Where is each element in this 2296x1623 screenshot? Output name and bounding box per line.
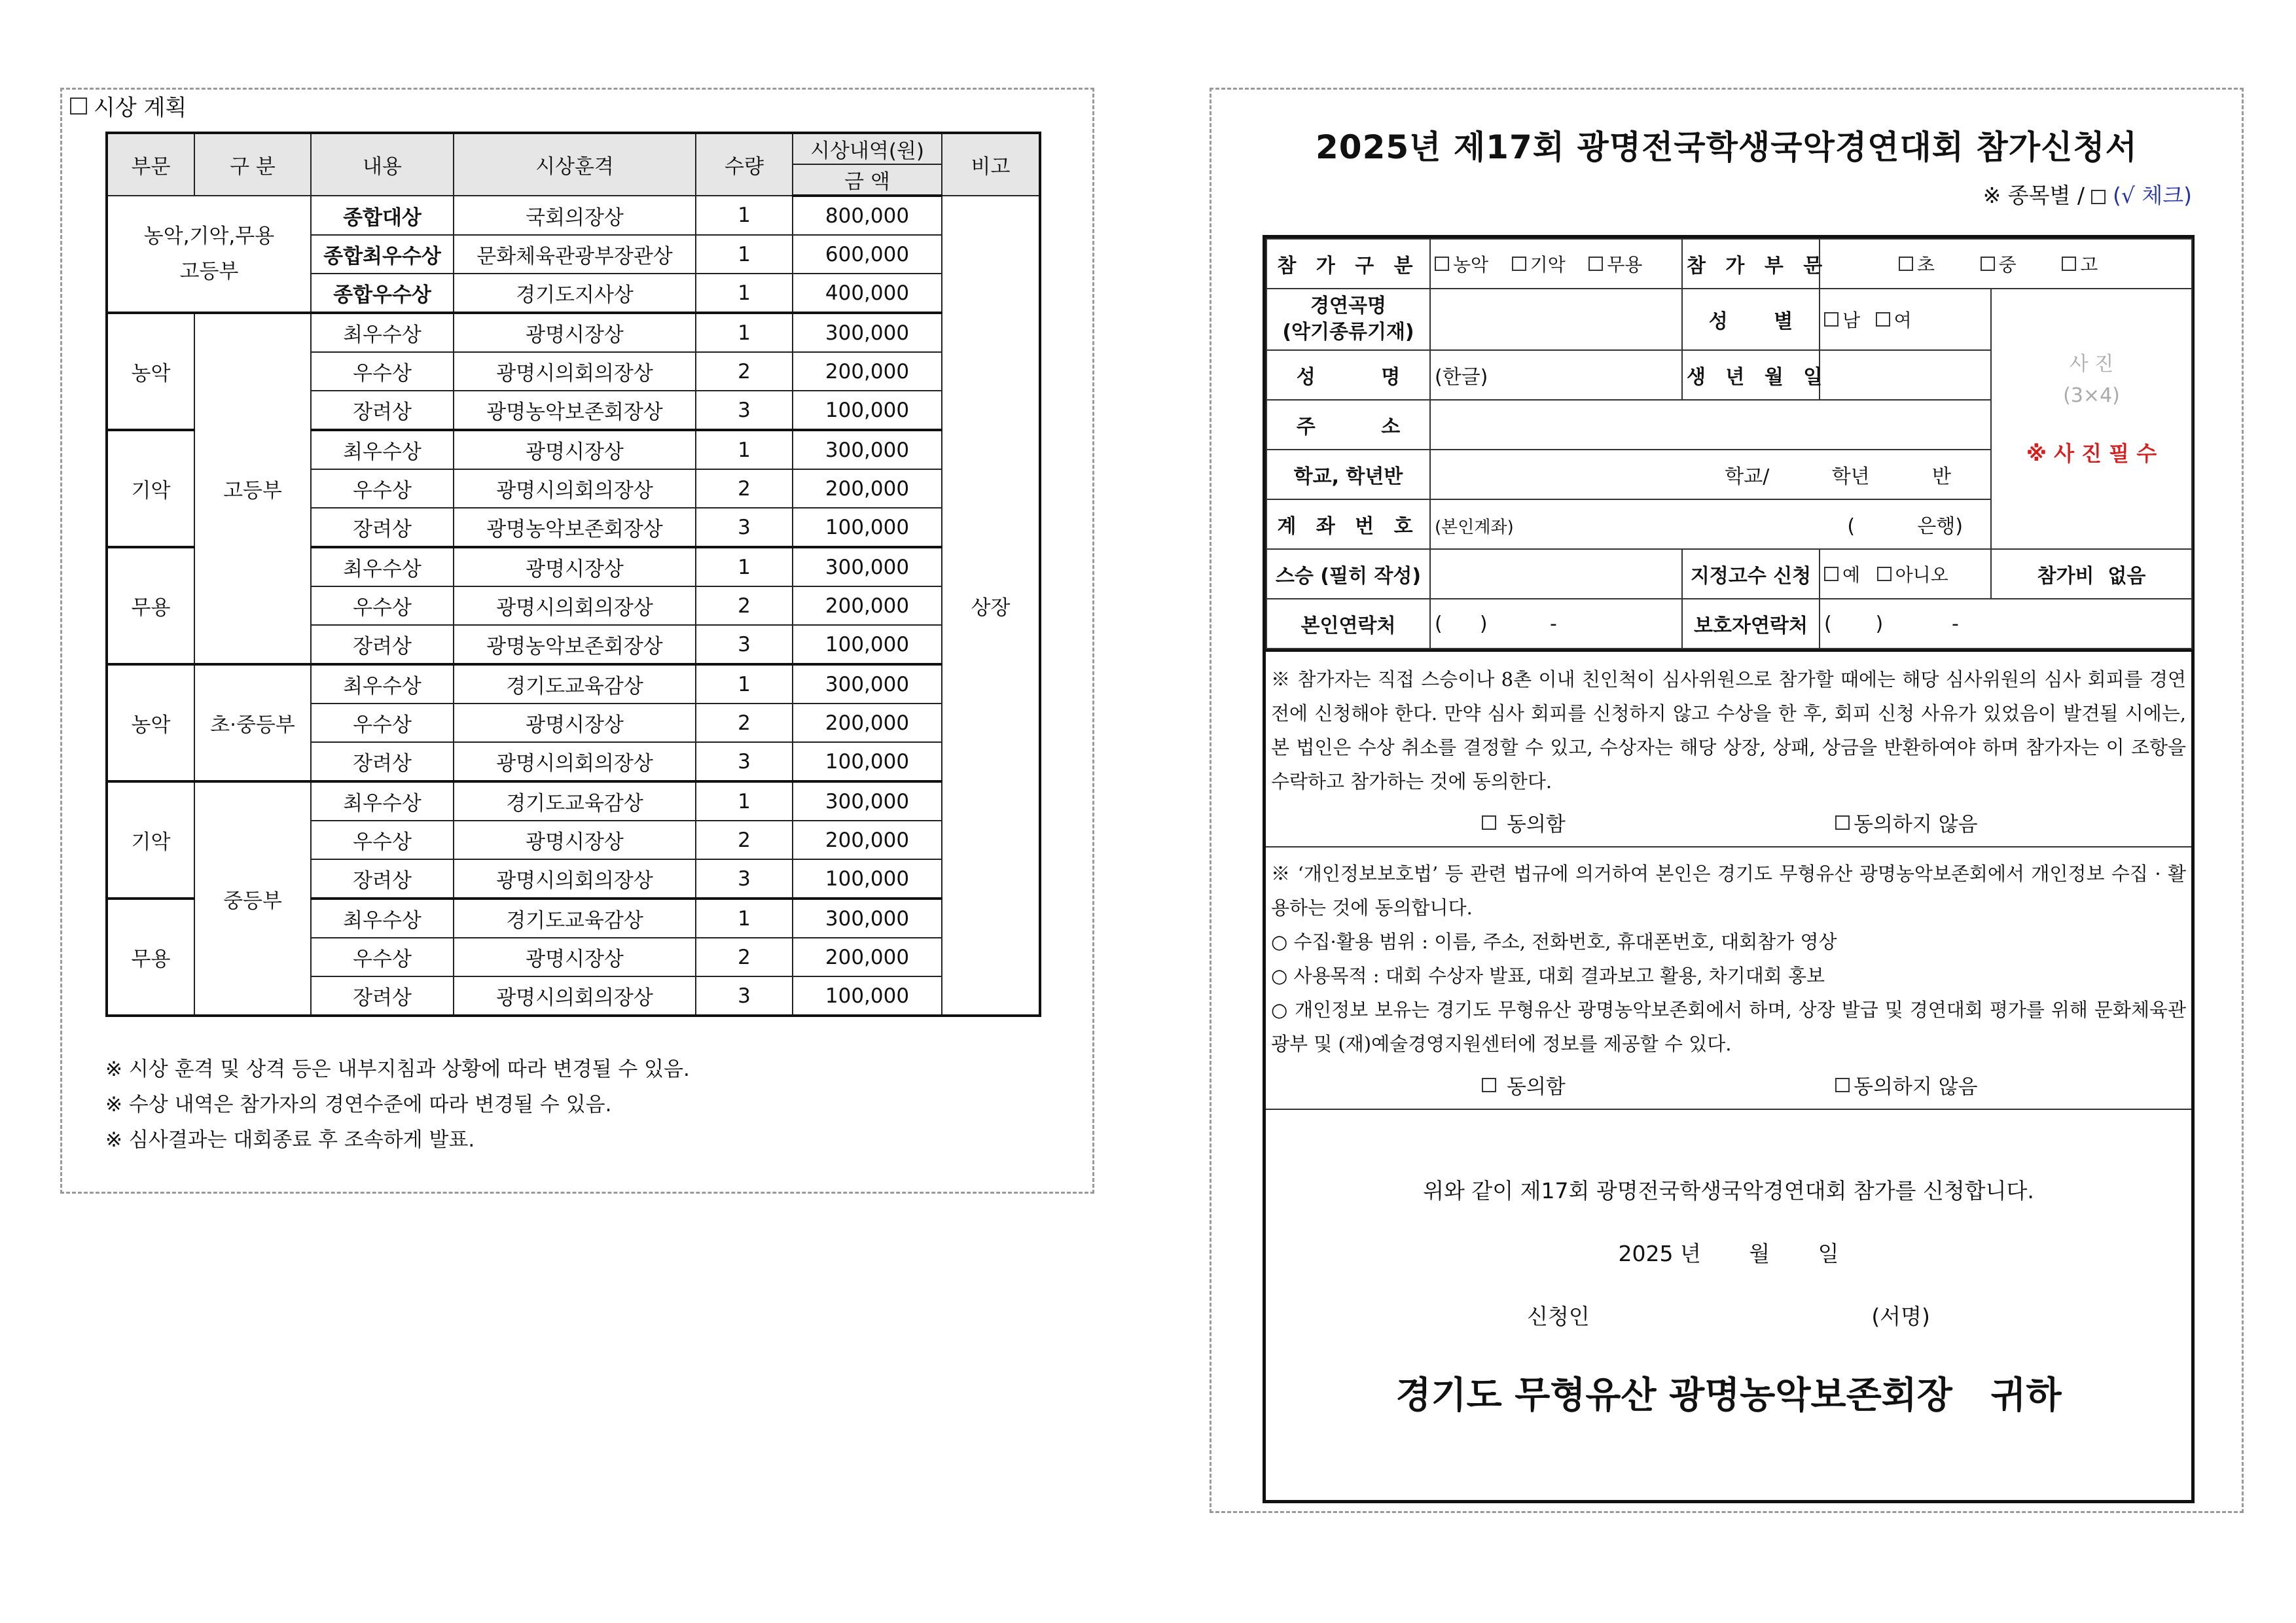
amount-cell: 100,000 bbox=[793, 742, 942, 781]
address-field[interactable] bbox=[1430, 400, 1991, 450]
content-cell: 종합대상 bbox=[311, 196, 454, 235]
disagree-option[interactable]: 동의하지 않음 bbox=[1835, 808, 1978, 837]
content-cell: 장려상 bbox=[311, 625, 454, 664]
account-label: 계 좌 번 호 bbox=[1266, 499, 1430, 549]
award-notes bbox=[105, 1052, 690, 1158]
count-cell: 2 bbox=[696, 821, 793, 859]
content-cell: 우수상 bbox=[311, 586, 454, 625]
checkbox-icon[interactable] bbox=[1482, 815, 1496, 830]
gender-options bbox=[1820, 289, 1991, 350]
content-cell: 종합우수상 bbox=[311, 274, 454, 313]
award-title-cell: 광명시의회의장상 bbox=[454, 742, 696, 781]
participation-type-options bbox=[1430, 239, 1682, 289]
remark-cell: 상장 bbox=[942, 196, 1040, 1016]
checkbox-icon[interactable] bbox=[1877, 567, 1892, 581]
count-cell: 2 bbox=[696, 586, 793, 625]
award-title-cell: 경기도교육감상 bbox=[454, 664, 696, 704]
count-cell: 1 bbox=[696, 664, 793, 704]
amount-cell: 100,000 bbox=[793, 625, 942, 664]
award-title-cell: 광명시장상 bbox=[454, 430, 696, 469]
piece-label: 경연곡명 (악기종류기재) bbox=[1266, 289, 1430, 350]
application-form bbox=[1263, 235, 2195, 1503]
school-label: 학교, 학년반 bbox=[1266, 450, 1430, 499]
phone-field[interactable]: ( ) - bbox=[1430, 599, 1682, 649]
count-cell: 2 bbox=[696, 938, 793, 976]
gosu-options bbox=[1820, 549, 1991, 599]
checkbox-icon[interactable] bbox=[1835, 1078, 1850, 1092]
amount-cell: 600,000 bbox=[793, 235, 942, 274]
table-row bbox=[107, 313, 1040, 352]
guardian-phone-field[interactable]: ( ) - bbox=[1820, 599, 2192, 649]
count-cell: 1 bbox=[696, 196, 793, 235]
consent-text: ※ 참가자는 직접 스승이나 8촌 이내 친인척이 심사위원으로 참가할 때에는 해당 심사위원의 심사 회피를 경연 전에 신청해야 한다. 만약 심사 회피를 신청하지 않고 수상을 한 후, 회피 신청 사유가 있었음이 발견될 시에는, 본 법인은 수상 취소를 결정할 수 있고, 수상자는 해당 상장, 상패, 상금을 반환하여야 하며 참가자는 이 조항을 수락하고 참가하는 것에 동의한다. bbox=[1271, 668, 2186, 793]
guardian-phone-label: 보호자연락처 bbox=[1682, 599, 1820, 649]
amount-cell: 100,000 bbox=[793, 508, 942, 547]
content-cell: 최우수상 bbox=[311, 899, 454, 938]
account-field[interactable]: (본인계좌) ( 은행) bbox=[1430, 499, 1991, 549]
school-field[interactable]: 학교/ 학년 반 bbox=[1430, 450, 1991, 499]
division-cell: 무용 bbox=[107, 899, 194, 1016]
applicant-signature-row bbox=[1266, 1300, 2191, 1330]
award-plan-title: 시상 계획 bbox=[70, 90, 187, 122]
award-title-cell: 광명시장상 bbox=[454, 821, 696, 859]
checkbox-icon[interactable] bbox=[1482, 1078, 1496, 1092]
award-title-cell: 광명시의회의장상 bbox=[454, 859, 696, 899]
privacy-text: ※ ‘개인정보보호법’ 등 관련 법규에 의거하여 본인은 경기도 무형유산 광명농악보존회에서 개인정보 수집 · 활용하는 것에 동의합니다. ○ 수집·활용 범위 : 이름, 주소, 전화번호, 휴대폰번호, 대회참가 영상 ○ 사용목적 : 대회 수상자 발표, 대회 결과보고 활용, 차기대회 홍보 ○ 개인정보 보유는 경기도 무형유산 광명농악보존회에서 하며, 상장 발급 및 경연대회 평가를 위해 문화체육관광부 및 (재)예술경영지원센터에 정보를 제공할 수 있다. bbox=[1271, 863, 2186, 1055]
count-cell: 1 bbox=[696, 899, 793, 938]
amount-cell: 100,000 bbox=[793, 976, 942, 1016]
count-cell: 2 bbox=[696, 469, 793, 508]
division-cell: 기악 bbox=[107, 430, 194, 547]
content-cell: 최우수상 bbox=[311, 781, 454, 821]
name-field[interactable]: (한글) bbox=[1430, 350, 1682, 400]
content-cell: 장려상 bbox=[311, 391, 454, 430]
award-title-cell: 경기도지사상 bbox=[454, 274, 696, 313]
header-remark: 비고 bbox=[942, 133, 1040, 196]
address-label: 주 소 bbox=[1266, 400, 1430, 450]
name-label: 성 명 bbox=[1266, 350, 1430, 400]
checkbox-icon[interactable] bbox=[1435, 257, 1449, 271]
award-title-cell: 국회의장상 bbox=[454, 196, 696, 235]
award-table-body bbox=[107, 196, 1040, 1016]
content-cell: 장려상 bbox=[311, 976, 454, 1016]
award-title-cell: 광명농악보존회장상 bbox=[454, 508, 696, 547]
award-title-cell: 문화체육관광부장관상 bbox=[454, 235, 696, 274]
amount-cell: 300,000 bbox=[793, 313, 942, 352]
count-cell: 2 bbox=[696, 352, 793, 391]
birth-label: 생 년 월 일 bbox=[1682, 350, 1820, 400]
photo-box[interactable] bbox=[1991, 289, 2192, 549]
header-count: 수량 bbox=[696, 133, 793, 196]
content-cell: 최우수상 bbox=[311, 547, 454, 586]
piece-field[interactable] bbox=[1430, 289, 1682, 350]
category-cell: 초·중등부 bbox=[194, 664, 311, 781]
count-cell: 1 bbox=[696, 430, 793, 469]
count-cell: 1 bbox=[696, 274, 793, 313]
participation-type-label: 참 가 구 분 bbox=[1266, 239, 1430, 289]
award-table bbox=[105, 132, 1041, 1017]
option-nongak[interactable]: 농악 bbox=[1435, 251, 1488, 277]
amount-cell: 200,000 bbox=[793, 352, 942, 391]
amount-cell: 100,000 bbox=[793, 859, 942, 899]
award-title-cell: 광명시장상 bbox=[454, 313, 696, 352]
option-gosu-no[interactable]: 아니오 bbox=[1877, 561, 1948, 587]
count-cell: 1 bbox=[696, 235, 793, 274]
application-date: 2025 년 월 일 bbox=[1618, 1241, 1839, 1266]
category-cell: 고등부 bbox=[194, 313, 311, 664]
category-check-note: ※ 종목별 / (√ 체크) bbox=[1982, 183, 2192, 208]
amount-cell: 300,000 bbox=[793, 899, 942, 938]
count-cell: 3 bbox=[696, 508, 793, 547]
option-female[interactable]: 여 bbox=[1876, 306, 1912, 332]
amount-cell: 300,000 bbox=[793, 664, 942, 704]
option-muyong[interactable]: 무용 bbox=[1588, 251, 1642, 277]
closing-statement: 위와 같이 제17회 광명전국학생국악경연대회 참가를 신청합니다. bbox=[1423, 1178, 2034, 1204]
table-row bbox=[107, 196, 1040, 235]
checkbox-icon[interactable] bbox=[1876, 312, 1890, 327]
participation-division-options bbox=[1820, 239, 2192, 289]
privacy-consent bbox=[1266, 846, 2191, 1109]
content-cell: 장려상 bbox=[311, 859, 454, 899]
option-giak[interactable]: 기악 bbox=[1512, 251, 1566, 277]
judge-avoidance-consent bbox=[1266, 649, 2191, 846]
count-cell: 1 bbox=[696, 781, 793, 821]
division-cell: 무용 bbox=[107, 547, 194, 664]
checkbox-icon[interactable] bbox=[1835, 815, 1850, 830]
checkbox-icon[interactable] bbox=[1512, 257, 1526, 271]
note-line: ※ 수상 내역은 참가자의 경연수준에 따라 변경될 수 있음. bbox=[105, 1093, 612, 1116]
header-division: 부문 bbox=[107, 133, 194, 196]
amount-cell: 200,000 bbox=[793, 586, 942, 625]
amount-cell: 200,000 bbox=[793, 704, 942, 742]
disagree-option[interactable]: 동의하지 않음 bbox=[1835, 1070, 1978, 1099]
teacher-label: 스승 (필히 작성) bbox=[1266, 549, 1430, 599]
category-cell: 중등부 bbox=[194, 781, 311, 1016]
content-cell: 종합최우수상 bbox=[311, 235, 454, 274]
fee-label: 참가비 없음 bbox=[1991, 549, 2192, 599]
signature-label[interactable]: (서명) bbox=[1871, 1304, 1930, 1329]
participation-division-label: 참 가 부 문 bbox=[1682, 239, 1820, 289]
birth-field[interactable] bbox=[1820, 350, 1991, 400]
division-cell: 농악 bbox=[107, 313, 194, 430]
header-category: 구 분 bbox=[194, 133, 311, 196]
count-cell: 3 bbox=[696, 391, 793, 430]
checkbox-icon bbox=[70, 98, 87, 115]
content-cell: 최우수상 bbox=[311, 664, 454, 704]
amount-cell: 300,000 bbox=[793, 781, 942, 821]
award-title-cell: 광명시장상 bbox=[454, 704, 696, 742]
header-amount: 금 액 bbox=[793, 164, 942, 196]
award-title-cell: 경기도교육감상 bbox=[454, 899, 696, 938]
content-cell: 최우수상 bbox=[311, 430, 454, 469]
phone-label: 본인연락처 bbox=[1266, 599, 1430, 649]
count-cell: 3 bbox=[696, 976, 793, 1016]
award-title-cell: 광명농악보존회장상 bbox=[454, 625, 696, 664]
content-cell: 우수상 bbox=[311, 704, 454, 742]
count-cell: 2 bbox=[696, 704, 793, 742]
count-cell: 1 bbox=[696, 313, 793, 352]
checkbox-icon[interactable] bbox=[1824, 567, 1839, 581]
award-title-cell: 광명시의회의장상 bbox=[454, 586, 696, 625]
header-award-title: 시상훈격 bbox=[454, 133, 696, 196]
option-middle[interactable]: 중 bbox=[1981, 251, 2017, 277]
count-cell: 3 bbox=[696, 625, 793, 664]
count-cell: 3 bbox=[696, 742, 793, 781]
checkbox-icon[interactable] bbox=[1588, 257, 1603, 271]
amount-cell: 200,000 bbox=[793, 469, 942, 508]
award-title-cell: 광명농악보존회장상 bbox=[454, 391, 696, 430]
content-cell: 장려상 bbox=[311, 508, 454, 547]
option-elementary[interactable]: 초 bbox=[1899, 251, 1935, 277]
applicant-info-table bbox=[1266, 238, 2193, 649]
privacy-consent-options bbox=[1266, 1061, 2191, 1109]
checkbox-icon[interactable] bbox=[1824, 312, 1839, 327]
checkbox-icon[interactable] bbox=[1981, 257, 1995, 271]
award-title-cell: 경기도교육감상 bbox=[454, 781, 696, 821]
photo-label: 사 진 bbox=[2069, 353, 2114, 376]
option-male[interactable]: 남 bbox=[1824, 306, 1860, 332]
division-cell: 농악 bbox=[107, 664, 194, 781]
application-closing bbox=[1266, 1109, 2191, 1476]
option-high[interactable]: 고 bbox=[2062, 251, 2098, 277]
content-cell: 우수상 bbox=[311, 821, 454, 859]
amount-cell: 100,000 bbox=[793, 391, 942, 430]
agree-option[interactable]: 동의함 bbox=[1482, 1070, 1835, 1099]
checkbox-icon bbox=[2091, 190, 2106, 204]
division-cell: 농악,기악,무용 고등부 bbox=[107, 196, 311, 313]
header-content: 내용 bbox=[311, 133, 454, 196]
application-form-panel bbox=[1210, 88, 2244, 1513]
amount-cell: 300,000 bbox=[793, 430, 942, 469]
applicant-label: 신청인 bbox=[1527, 1304, 1590, 1329]
award-plan-panel bbox=[60, 88, 1094, 1194]
consent-options bbox=[1266, 798, 2191, 846]
addressee: 경기도 무형유산 광명농악보존회장 귀하 bbox=[1395, 1374, 2062, 1417]
teacher-field[interactable] bbox=[1430, 549, 1682, 599]
header-detail: 시상내역(원) bbox=[793, 133, 942, 164]
award-title-cell: 광명시의회의장상 bbox=[454, 976, 696, 1016]
photo-size: (3×4) bbox=[2063, 384, 2120, 407]
award-title-cell: 광명시의회의장상 bbox=[454, 469, 696, 508]
award-title-cell: 광명시의회의장상 bbox=[454, 352, 696, 391]
content-cell: 우수상 bbox=[311, 938, 454, 976]
amount-cell: 400,000 bbox=[793, 274, 942, 313]
checkbox-icon[interactable] bbox=[2062, 257, 2076, 271]
checkbox-icon[interactable] bbox=[1899, 257, 1913, 271]
content-cell: 우수상 bbox=[311, 469, 454, 508]
photo-required-note: ※ 사 진 필 수 bbox=[2026, 441, 2157, 466]
option-gosu-yes[interactable]: 예 bbox=[1824, 561, 1860, 587]
division-cell: 기악 bbox=[107, 781, 194, 899]
note-line: ※ 심사결과는 대회종료 후 조속하게 발표. bbox=[105, 1128, 475, 1152]
award-title-cell: 광명시장상 bbox=[454, 547, 696, 586]
amount-cell: 300,000 bbox=[793, 547, 942, 586]
count-cell: 3 bbox=[696, 859, 793, 899]
content-cell: 최우수상 bbox=[311, 313, 454, 352]
amount-cell: 200,000 bbox=[793, 821, 942, 859]
count-cell: 1 bbox=[696, 547, 793, 586]
form-title: 2025년 제17회 광명전국학생국악경연대회 참가신청서 bbox=[1316, 128, 2138, 166]
table-row bbox=[107, 664, 1040, 704]
content-cell: 우수상 bbox=[311, 352, 454, 391]
gender-label: 성 별 bbox=[1682, 289, 1820, 350]
award-title-cell: 광명시장상 bbox=[454, 938, 696, 976]
note-line: ※ 시상 훈격 및 상격 등은 내부지침과 상황에 따라 변경될 수 있음. bbox=[105, 1058, 690, 1081]
gosu-label: 지정고수 신청 bbox=[1682, 549, 1820, 599]
agree-option[interactable]: 동의함 bbox=[1482, 808, 1835, 837]
table-row bbox=[107, 781, 1040, 821]
amount-cell: 800,000 bbox=[793, 196, 942, 235]
content-cell: 장려상 bbox=[311, 742, 454, 781]
amount-cell: 200,000 bbox=[793, 938, 942, 976]
